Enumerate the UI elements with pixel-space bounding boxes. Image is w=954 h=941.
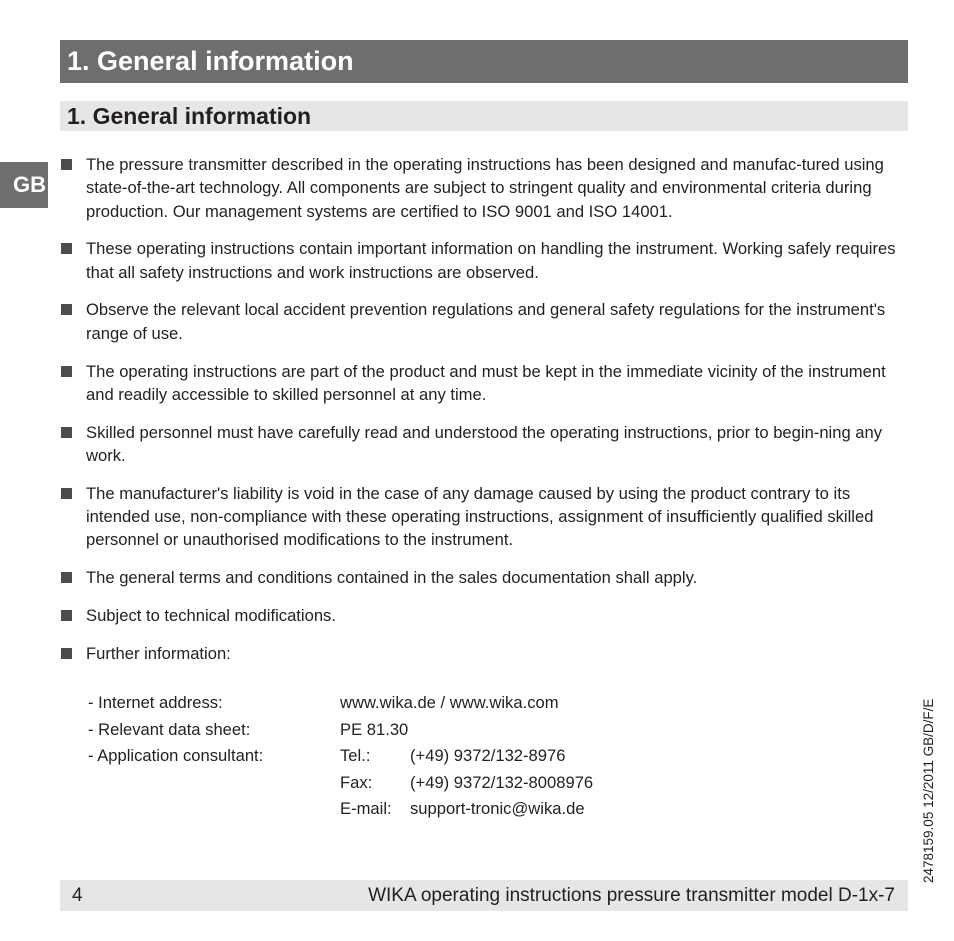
chapter-title: 1. General information	[60, 40, 908, 83]
fax-label: Fax:	[340, 772, 373, 792]
email-row	[88, 796, 593, 823]
fax-value: (+49) 9372/132-8008976	[410, 772, 594, 792]
datasheet-value: PE 81.30	[340, 719, 409, 739]
bullet-square-icon	[61, 159, 72, 170]
internet-value: www.wika.de / www.wika.com	[340, 693, 559, 713]
document-code: 2478159.05 12/2011 GB/D/F/E	[921, 698, 936, 883]
tel-row	[88, 743, 593, 770]
bullet-square-icon	[61, 366, 72, 377]
bullet-square-icon	[61, 304, 72, 315]
tel-label: Tel.:	[340, 746, 371, 766]
bullet-square-icon	[61, 648, 72, 659]
bullet-item: Subject to technical modifications.	[60, 604, 908, 627]
consultant-label: - Application consultant:	[88, 746, 264, 766]
bullet-square-icon	[61, 488, 72, 499]
email-value: support-tronic@wika.de	[410, 799, 585, 819]
bullet-list	[60, 153, 908, 680]
email-label: E-mail:	[340, 799, 392, 819]
bullet-item: Further information:	[60, 642, 908, 665]
footer	[60, 880, 908, 911]
bullet-item: The operating instructions are part of the product and must be kept in the immediate vicinity of the instrument and readily accessible to skilled personnel at any time.	[60, 360, 908, 407]
bullet-square-icon	[61, 427, 72, 438]
language-tab: GB	[0, 162, 48, 208]
bullet-square-icon	[61, 243, 72, 254]
internet-label: - Internet address:	[88, 693, 223, 713]
bullet-item: The general terms and conditions contained in the sales documentation shall apply.	[60, 566, 908, 589]
datasheet-label: - Relevant data sheet:	[88, 719, 251, 739]
internet-row	[88, 690, 593, 717]
bullet-item: The manufacturer's liability is void in the case of any damage caused by using the product contrary to its intended use, non-compliance with these operating instructions, assignment of insufficiently qualified skilled personnel or unauthorised modifications to the instrument.	[60, 482, 908, 552]
bullet-item: The pressure transmitter described in the operating instructions has been designed and manufac-tured using state-of-the-art technology. All components are subject to stringent quality and environmental criteria during production. Our management systems are certified to ISO 9001 and ISO 14001.	[60, 153, 908, 223]
bullet-item: Observe the relevant local accident prevention regulations and general safety regulations for the instrument's range of use.	[60, 298, 908, 345]
footer-title: WIKA operating instructions pressure transmitter model D-1x-7	[368, 885, 895, 906]
further-info-table	[88, 690, 593, 823]
bullet-square-icon	[61, 610, 72, 621]
fax-row	[88, 770, 593, 797]
page-number: 4	[72, 885, 83, 906]
bullet-item: These operating instructions contain important information on handling the instrument. Working safely requires that all safety instructions and work instructions are observed.	[60, 237, 908, 284]
section-title: 1. General information	[60, 101, 908, 131]
tel-value: (+49) 9372/132-8976	[410, 746, 566, 766]
bullet-item: Skilled personnel must have carefully read and understood the operating instructions, prior to begin-ning any work.	[60, 421, 908, 468]
datasheet-row	[88, 717, 593, 744]
bullet-square-icon	[61, 572, 72, 583]
